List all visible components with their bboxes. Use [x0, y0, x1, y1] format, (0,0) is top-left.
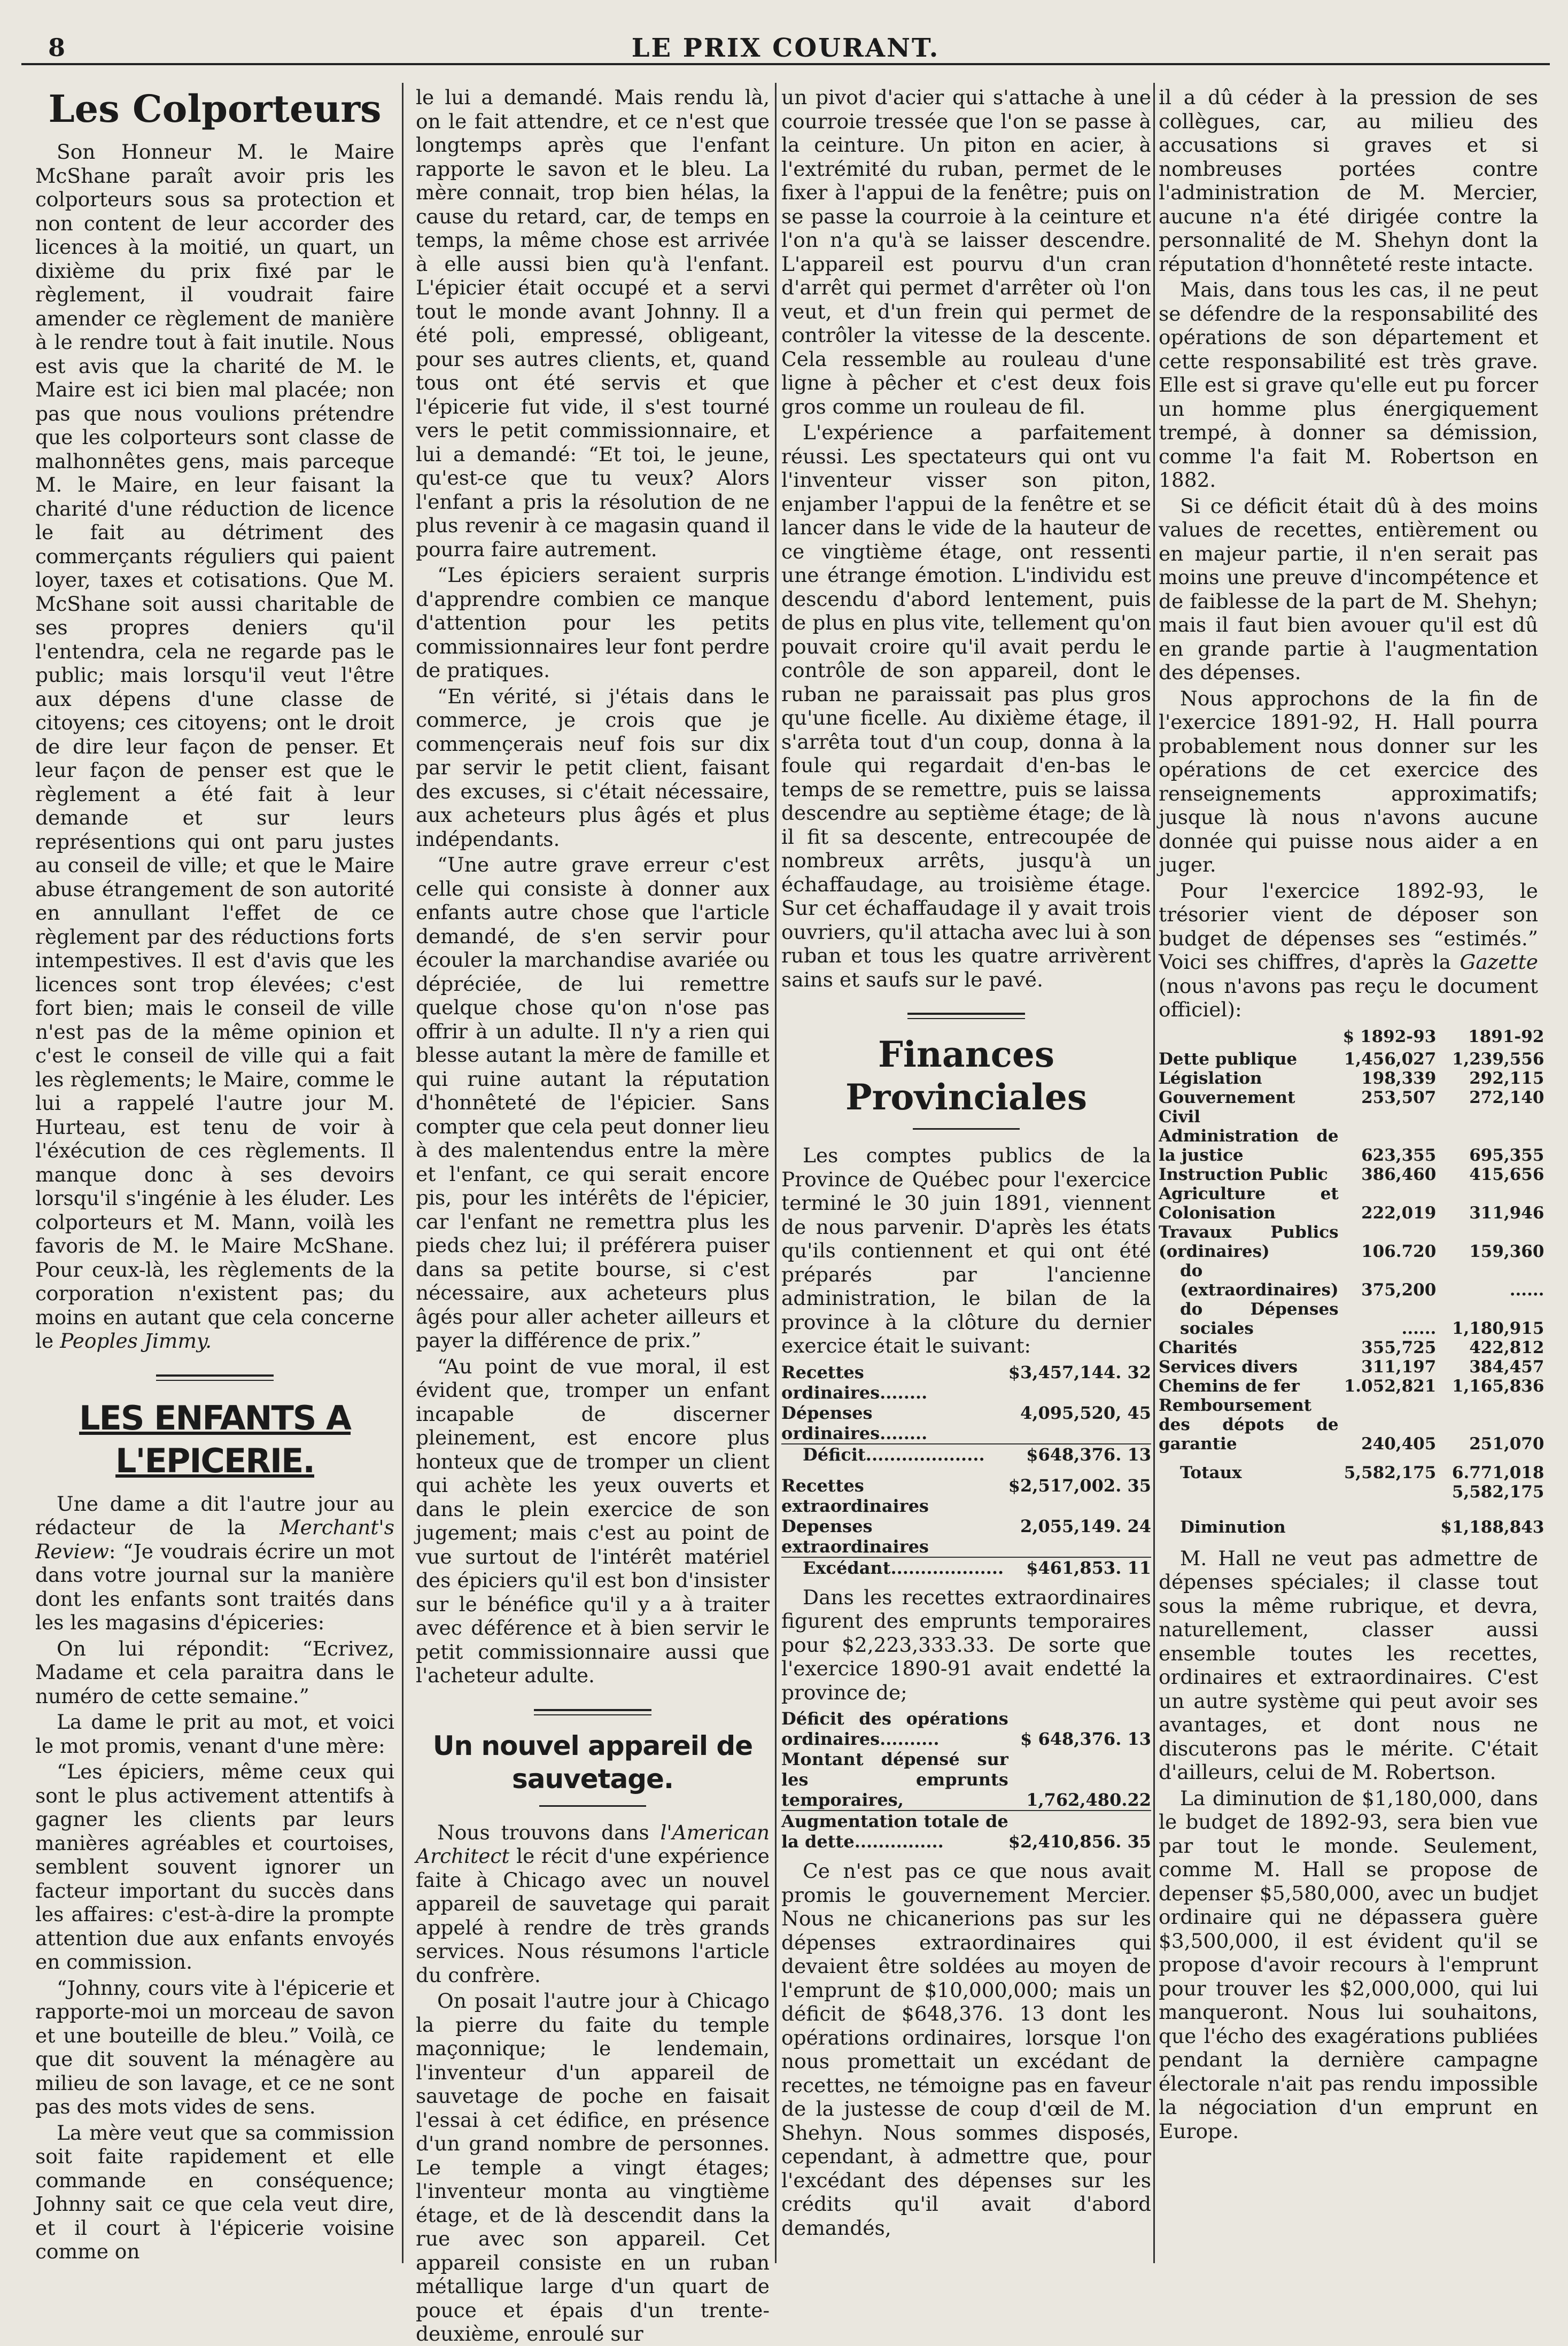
budget-table: [1159, 1027, 1544, 1537]
table-row: Gouvernement Civil 253,507 272,140: [1159, 1087, 1544, 1127]
table-row: Depenses extraordinaires 2,055,149. 24: [781, 1516, 1151, 1557]
page-header: [21, 33, 1550, 65]
column-rule: [1153, 83, 1155, 2263]
table-row-total: Totaux 5,582,175 6.771,018 5,582,175: [1180, 1463, 1544, 1502]
column-rule: [775, 83, 777, 2263]
newspaper-title: LE PRIX COURANT.: [631, 33, 940, 63]
heading-rule: [539, 1805, 646, 1807]
paragraph: “Une autre grave erreur c'est celle qui consiste à donner aux enfants autre chose que l'article demandé, de s'en servir pour écouler la marchandise avariée ou dépréciée, de lui remettre quelque chose qu'on n'ose pas offrir à un adulte. Il n'y a rien qui blesse autant la mère de famille et qui ruine autant la réputation d'honnêteté de l'épicier. Sans compter que cela peut donner lieu à des malentendus entre la mère et l'enfant, ce qui serait encore pis, pour les intérêts de l'épicier, car l'enfant ne remettra plus les pieds chez lui; il préférera puiser dans sa petite bourse, si c'est nécessaire, aux acheteurs plus âgés pour aller acheter ailleurs et payer la différence de prix.”: [416, 853, 770, 1352]
table-row: Services divers 311,197 384,457: [1159, 1357, 1544, 1377]
table-row: Législation 198,339 292,115: [1159, 1068, 1544, 1088]
paragraph: Ce n'est pas ce que nous avait promis le gouvernement Mercier. Nous ne chicanerions pas sur les dépenses extraordinaires qui devaient être soldées au moyen de l'emprunt de $10,000,000; mais un déficit de $648,376. 13 dont les opérations ordinaires, lorsque l'on nous promettait un excédant de recettes, ne témoigne pas en faveur de la justesse de coup d'œil de M. Shehyn. Nous sommes disposés, cependant, à admettre que, pour l'excédant des dépenses sur les crédits qu'il avait d'abord demandés,: [781, 1859, 1151, 2240]
paragraph: Dans les recettes extraordinaires figurent des emprunts temporaires pour $2,223,333.33. De sorte que l'exercice 1890-91 avait endetté la province de;: [781, 1585, 1151, 1704]
paragraph: “Les épiciers seraient surpris d'apprendre combien ce manque d'attention pour les petits commissionnaires leur font perdre de pratiques.: [416, 563, 770, 682]
debt-table: [781, 1708, 1151, 1852]
table-row: Agriculture et Colonisation 222,019 311,946: [1159, 1184, 1544, 1223]
paragraph: Mais, dans tous les cas, il ne peut se défendre de la responsabilité des opérations de son département et cette responsabilité est très grave. Elle est si grave qu'elle eut pu forcer un homme plus énergiquement trempé, à donner sa démission, comme l'a fait M. Robertson en 1882.: [1159, 278, 1538, 492]
table-row: Travaux Publics (ordinaires) 106.720 159,360: [1159, 1222, 1544, 1261]
paragraph: il a dû céder à la pression de ses collègues, car, au milieu des accusations si graves et si nombreuses portées contre l'administration de M. Mercier, aucune n'a été dirigée contre la personnalité de M. Shehyn dont la réputation d'honnêteté reste intacte.: [1159, 86, 1538, 276]
table-row: Remboursement des dépots de garantie 240,405 251,070: [1159, 1395, 1544, 1454]
paragraph: Une dame a dit l'autre jour au rédacteur de la Merchant's Review: “Je voudrais écrire un mot dans votre journal sur la manière dont les enfants sont traités dans les les magasins d'épiceries:: [35, 1492, 394, 1634]
paragraph: Si ce déficit était dû à des moins values de recettes, entièrement ou en majeur partie, il n'en serait pas moins une preuve d'incompétence et de faiblesse de la part de M. Shehyn; mais il faut bien avouer qu'il est dû en grande partie à l'augmentation des dépenses.: [1159, 494, 1538, 684]
paragraph: Nous trouvons dans l'American Architect le récit d'une expérience faite à Chicago avec un nouvel appareil de sauvetage qui parait appelé à rendre de très grands services. Nous résumons l'article du confrère.: [416, 1820, 770, 1987]
table-row: Charités 355,725 422,812: [1159, 1338, 1544, 1357]
column-rule: [402, 83, 403, 2263]
table-row: Administration de la justice 623,355 695,355: [1159, 1126, 1544, 1165]
paragraph: Les comptes publics de la Province de Québec pour l'exercice terminé le 30 juin 1891, viennent de nous parvenir. D'après les états qu'ils contiennent et qui ont été préparés par l'ancienne administration, le bilan de la province à la clôture du dernier exercice était le suivant:: [781, 1144, 1151, 1357]
heading-rule: [913, 1128, 1020, 1130]
table-row: Déficit.................... $648,376. 13: [781, 1444, 1151, 1465]
table-row: Dette publique 1,456,027 1,239,556: [1159, 1049, 1544, 1069]
article-heading-colporteurs: Les Colporteurs: [48, 87, 382, 131]
paragraph: “Les épiciers, même ceux qui sont le plus activement attentifs à gagner les clients par leurs manières agréables et courtoises, semblent souvent ignorer un facteur important du succès dans les affaires: c'est-à-dire la prompte attention due aux enfants envoyés en commission.: [35, 1760, 394, 1974]
paragraph: On posait l'autre jour à Chicago la pierre du faite du temple maçonnique; le lendemain, l'inventeur d'un appareil de sauvetage de poche en faisait l'essai à cet édifice, en présence d'un grand nombre de personnes. Le temple a vingt étages; l'inventeur monta au vingtième étage, et de là descendit dans la rue avec son appareil. Cet appareil consiste en un ruban métallique large d'un quart de pouce et épais d'un trente-deuxième, enroulé sur: [416, 1989, 770, 2345]
table-row-diminution: Diminution $1,188,843: [1180, 1517, 1544, 1537]
paragraph: “Au point de vue moral, il est évident que, tromper un enfant incapable de discerner pleinement, est encore plus honteux que de tromper un client qui achète les yeux ouverts et dans le plein exercice de son jugement; mais c'est au point de vue surtout de l'intérêt matériel des épiciers qu'il est bon d'insister sur le bénéfice qu'il y a à traiter avec déférence et à bien servir le petit commissionnaire aussi que l'acheteur adulte.: [416, 1354, 770, 1687]
article-heading-finances: Finances Provinciales: [845, 1034, 1088, 1118]
paragraph: Nous approchons de la fin de l'exercice 1891-92, H. Hall pourra probablement nous donner sur les opérations de cet exercice des renseignements approximatifs; jusque là nous n'avons aucune donnée qui puisse nous aider a en juger.: [1159, 686, 1538, 876]
table-row: Montant dépensé sur les emprunts temporaires, 1,762,480.22: [781, 1749, 1151, 1810]
paragraph: On lui répondit: “Ecrivez, Madame et cela paraitra dans le numéro de cette semaine.”: [35, 1636, 394, 1708]
table-row: do Dépenses sociales ...... 1,180,915: [1180, 1299, 1544, 1338]
table-row: Déficit des opérations ordinaires.......... $ 648,376. 13: [781, 1708, 1151, 1749]
paragraph: M. Hall ne veut pas admettre de dépenses spéciales; il classe tout sous la même rubrique, et devra, naturellement, classer aussi ensemble toutes les recettes, ordinaires et extraordinaires. C'est un autre système qui peut avoir ses avantages, et dont nous ne discuterons pas le mérite. C'était d'ailleurs, celui de M. Robertson.: [1159, 1546, 1538, 1784]
section-divider: [907, 1013, 1025, 1019]
paragraph: La mère veut que sa commission soit faite rapidement et elle commande en conséquence; Johnny sait ce que cela veut dire, et il court à l'épicerie voisine comme on: [35, 2120, 394, 2263]
table-row: Augmentation totale de la dette............... $2,410,856. 35: [781, 1811, 1151, 1852]
paragraph: “En vérité, si j'étais dans le commerce, je crois que je commençerais neuf fois sur dix par servir le petit client, faisant des excuses, si c'était nécessaire, aux acheteurs plus âgés et plus indépendants.: [416, 684, 770, 851]
table-header: $ 1892-93 1891-92: [1342, 1027, 1544, 1046]
column-3: [781, 86, 1151, 2271]
paragraph: le lui a demandé. Mais rendu là, on le fait attendre, et ce n'est que longtemps après que l'enfant rapporte le savon et le bleu. La mère connait, trop bien hélas, la cause du retard, car, de temps en temps, la même chose est arrivée à elle aussi bien qu'à l'enfant. L'épicier était occupé et a servi tout le monde avant Johnny. Il a été poli, empressé, obligeant, pour ses autres clients, et, quand tous ont été servis et que l'épicerie fut vide, il s'est tourné vers le petit commissionnaire, et lui a demandé: “Et toi, le jeune, qu'est-ce que tu veux? Alors l'enfant a pris la résolution de ne plus revenir à ce magasin quand il pourra faire autrement.: [416, 86, 770, 561]
section-divider: [156, 1374, 274, 1381]
paragraph: un pivot d'acier qui s'attache à une courroie tressée que l'on se passe à la ceinture. Un piton en acier, à l'extrémité du ruban, permet de le fixer à l'appui de la fenêtre; puis on se passe la courroie à la ceinture et l'on n'a qu'à se laisser descendre. L'appareil est pourvu d'un cran d'arrêt qui permet d'arrêter où l'on veut, et d'un frein qui permet de contrôler la vitesse de la descente. Cela ressemble au rouleau d'une ligne à pêcher et c'est deux fois gros comme un rouleau de fil.: [781, 86, 1151, 418]
page-number: 8: [48, 33, 66, 62]
paragraph: Son Honneur M. le Maire McShane paraît avoir pris les colporteurs sous sa protection et non content de leur accorder des licences à la moitié, un quart, un dixième du prix fixé par le règlement, il voudrait faire amender ce règlement de manière à le rendre tout à fait inutile. Nous est avis que la charité de M. le Maire est ici bien mal placée; non pas que nous voulions prétendre que les colporteurs sont classe de malhonnêtes gens, mais parceque M. le Maire, en leur faisant la charité d'une réduction de licence le fait au détriment des commerçants réguliers qui paient loyer, taxes et cotisations. Que M. McShane soit aussi charitable de ses propres deniers qu'il l'entendra, cela ne regarde pas le public; mais lorsqu'il veut l'être aux dépens d'une classe de citoyens; ces citoyens; ont le droit de dire leur façon de penser. Et leur façon de penser est que le règlement a été fait à leur demande et sur leurs représentions qui ont paru justes au conseil de ville; et que le Maire abuse étrangement de son autorité en annullant l'effet de ce règlement par des réductions forts intempestives. Il est d'avis que les licences sont trop élevées; c'est fort bien; mais le conseil de ville n'est pas de la même opinion et c'est le conseil de ville qui a fait les règlements; le Maire, comme le lui a rappelé l'autre jour M. Hurteau, est tenu de voir à l'éxécution de ces règlements. Il manque donc à ses devoirs lorsqu'il s'ingénie à les éluder. Les colporteurs et M. Mann, voilà les favoris de M. le Maire McShane. Pour ceux-là, les règlements de la corporation n'existent pas; du moins en autant que cela concerne le Peoples Jimmy.: [35, 140, 394, 1353]
column-2: [416, 86, 770, 2345]
paragraph: Pour l'exercice 1892-93, le trésorier vient de déposer son budget de dépenses ses “estimés.” Voici ses chiffres, d'après la Gazette (nous n'avons pas reçu le document officiel):: [1159, 879, 1538, 1021]
balance-table: [781, 1362, 1151, 1578]
section-divider: [534, 1709, 651, 1715]
paragraph: La dame le prit au mot, et voici le mot promis, venant d'une mère:: [35, 1710, 394, 1758]
article-heading-enfants: LES ENFANTS A L'EPICERIE.: [79, 1398, 351, 1480]
table-row: do (extraordinaires) 375,200 ......: [1180, 1261, 1544, 1300]
table-row: Chemins de fer 1.052,821 1,165,836: [1159, 1376, 1544, 1396]
paragraph: “Johnny, cours vite à l'épicerie et rapporte-moi un morceau de savon et une bouteille de bleu.” Voilà, ce que dit souvent la ménagère au milieu de son lavage, et ce ne sont pas des mots vides de sens.: [35, 1976, 394, 2118]
paragraph: L'expérience a parfaitement réussi. Les spectateurs qui ont vu l'inventeur visser son piton, enjamber l'appui de la fenêtre et se lancer dans le vide de la hauteur de ce vingtième étage, ont ressenti une étrange émotion. L'individu est descendu d'abord lentement, puis de plus en plus vite, tellement qu'on pouvait croire qu'il avait perdu le contrôle de son appareil, dont le ruban ne paraissait pas plus gros qu'une ficelle. Au dixième étage, il s'arrêta tout d'un coup, donna à la foule qui regardait d'en-bas le temps de se remettre, puis se laissa descendre au septième étage; de là il fit sa descente, entrecoupée de nombreux arrêts, jusqu'à un échaffaudage, au troisième étage. Sur cet échaffaudage il y avait trois ouvriers, qu'il attacha avec lui à son ruban et tous les quatre arrivèrent sains et saufs sur le pavé.: [781, 421, 1151, 991]
paragraph: La diminution de $1,180,000, dans le budget de 1892-93, sera bien vue par tout le monde. Seulement, comme M. Hall se propose de depenser $5,580,000, avec un budjet ordinaire qui ne dépassera guère $3,500,000, il est évident qu'il se propose d'avoir recours à l'emprunt pour trouver les $2,000,000, qui lui manqueront. Nous lui souhaitons, que l'écho des exagérations publiées pendant la dernière campagne électorale n'ait pas rendu impossible la négociation d'un emprunt en Europe.: [1159, 1786, 1538, 2143]
article-heading-sauvetage: Un nouvel appareil de sauvetage.: [432, 1730, 753, 1795]
table-row: Dépenses ordinaires........ 4,095,520, 45: [781, 1402, 1151, 1443]
column-4: [1159, 86, 1544, 2271]
table-row: Recettes ordinaires........ $3,457,144. 32: [781, 1362, 1151, 1403]
table-row: Instruction Public 386,460 415,656: [1159, 1164, 1544, 1184]
table-row: Excédant................... $461,853. 11: [781, 1557, 1151, 1578]
column-1: [35, 86, 394, 2271]
table-row: Recettes extraordinaires $2,517,002. 35: [781, 1475, 1151, 1516]
